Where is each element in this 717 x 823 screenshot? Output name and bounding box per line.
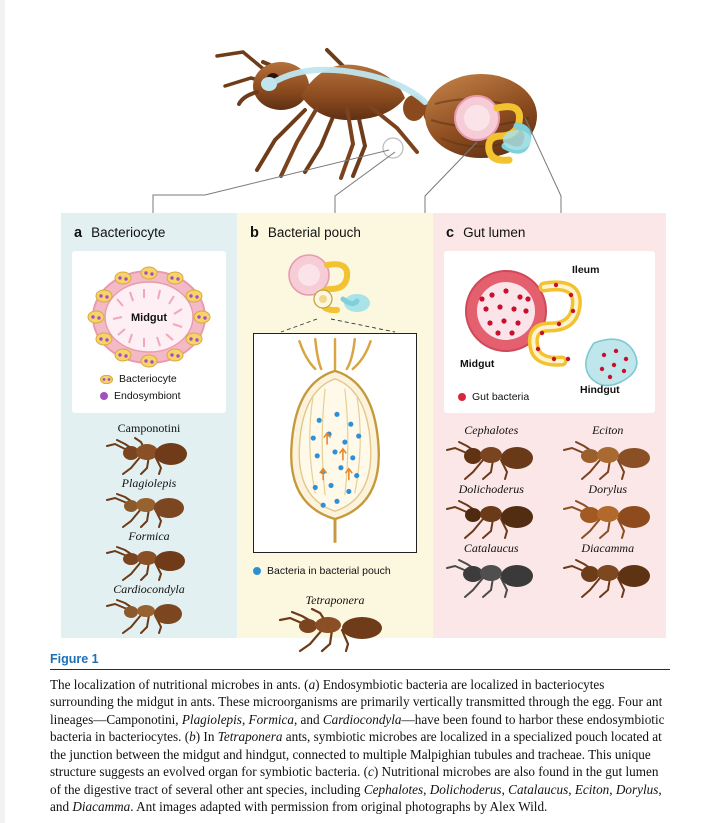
species-label-catalaucus: Catalaucus [463,541,519,555]
ant-thumb-eciton [556,438,660,482]
legend-bacteriocyte [100,373,177,385]
panel-b-header [237,213,433,241]
bacterial-pouch-diagram [254,334,416,552]
hindgut-label: Hindgut [580,384,620,396]
ant-thumb-diacamma [556,556,660,600]
species-label-cardiocondyla: Cardiocondyla [113,582,185,596]
panel-a-letter: a [74,225,83,241]
midgut-bacteriocyte-diagram [72,251,226,413]
ant-anatomy-illustration [5,0,717,200]
legend-endosymbiont [100,390,181,402]
panel-c-gut-lumen [433,213,666,638]
ant-thumb-tetraponera [270,608,400,654]
legend-gut-bacteria-label: Gut bacteria [472,391,530,403]
legend-bacteriocyte-label: Bacteriocyte [119,373,177,385]
panel-b-title: Bacterial pouch [267,225,361,240]
species-label-eciton: Eciton [592,423,624,437]
midgut-label-c: Midgut [460,358,495,370]
species-cell-dorylus [550,482,667,541]
ant-thumb-cephalotes [439,438,543,482]
midgut-label-a: Midgut [130,312,168,324]
species-label-dorylus: Dorylus [588,482,628,496]
figure-caption [50,652,670,815]
panel-b-letter: b [250,225,259,241]
panel-a-bacteriocyte [61,213,237,638]
pouch-location-schematic [237,247,433,317]
panel-a-header [61,213,237,241]
species-label-plagiolepis: Plagiolepis [121,476,177,490]
panel-a-diagram-card [72,251,226,413]
ant-thumb-plagiolepis [101,491,197,529]
species-cell-dolichoderus [433,482,550,541]
panel-b-bacterial-pouch [237,213,433,638]
panel-c-header [433,213,666,241]
legend-pouch-bacteria-label: Bacteria in bacterial pouch [267,565,391,577]
species-label-tetraponera: Tetraponera [305,593,365,607]
panel-c-species-grid [433,423,666,600]
panel-c-title: Gut lumen [463,225,526,240]
ant-thumb-dorylus [556,497,660,541]
purple-dot-icon [100,392,108,400]
legend-endosymbiont-label: Endosymbiont [114,390,181,402]
species-label-formica: Formica [128,529,170,543]
gut-lumen-diagram [444,251,655,413]
legend-pouch-bacteria [253,565,433,577]
panel-c-letter: c [446,225,455,241]
ant-thumb-camponotini [101,436,197,476]
panel-c-diagram-card [444,251,655,413]
species-cell-eciton [550,423,667,482]
legend-gut-bacteria [458,391,529,403]
bacteriocyte-cluster-icon [100,375,113,384]
caption-text: The localization of nutritional microbes in ants. (a) Endosymbiotic bacteria are localized in bacteriocytes surrounding the midgut in ants. These microorganisms are primarily vertically transmitted through the egg. Four ant lineages—Camponotini, Plagiolepis, Formica, and Cardiocondyla—have been found to harbor these endosymbiotic bacteria in bacteriocytes. (b) In Tetraponera ants, symbiotic microbes are localized in a specialized pouch located at the junction between the midgut and hindgut, connected to multiple Malpighian tubules and tracheae. This unique structure suggests an evolved organ for symbiotic bacteria. (c) Nutritional microbes are also found in the gut lumen of the digestive tract of several other ant species, including Cephalotes, Dolichoderus, Catalaucus, Eciton, Dorylus, and Diacamma. Ant images adapted with permission from original photographs by Alex Wild. [50,677,665,814]
species-cell-catalaucus [433,541,550,600]
ant-thumb-formica [101,544,197,582]
species-cell-diacamma [550,541,667,600]
species-label-dolichoderus: Dolichoderus [458,482,524,496]
pouch-zoom-lines [237,317,433,333]
bacterial-pouch-detail-box [253,333,417,553]
figure-number: Figure 1 [50,652,99,666]
ant-thumb-catalaucus [439,556,543,600]
red-dot-icon [458,393,466,401]
species-label-cephalotes: Cephalotes [464,423,519,437]
species-cell-cephalotes [433,423,550,482]
panel-a-species-list [61,421,237,635]
figure-panels [61,213,666,638]
ant-thumb-dolichoderus [439,497,543,541]
species-label-diacamma: Diacamma [581,541,635,555]
blue-dot-icon [253,567,261,575]
ileum-label: Ileum [572,264,600,276]
panel-a-title: Bacteriocyte [91,225,166,240]
caption-rule [50,669,670,670]
ant-thumb-cardiocondyla [101,597,197,635]
species-label-camponotini: Camponotini [117,421,181,435]
